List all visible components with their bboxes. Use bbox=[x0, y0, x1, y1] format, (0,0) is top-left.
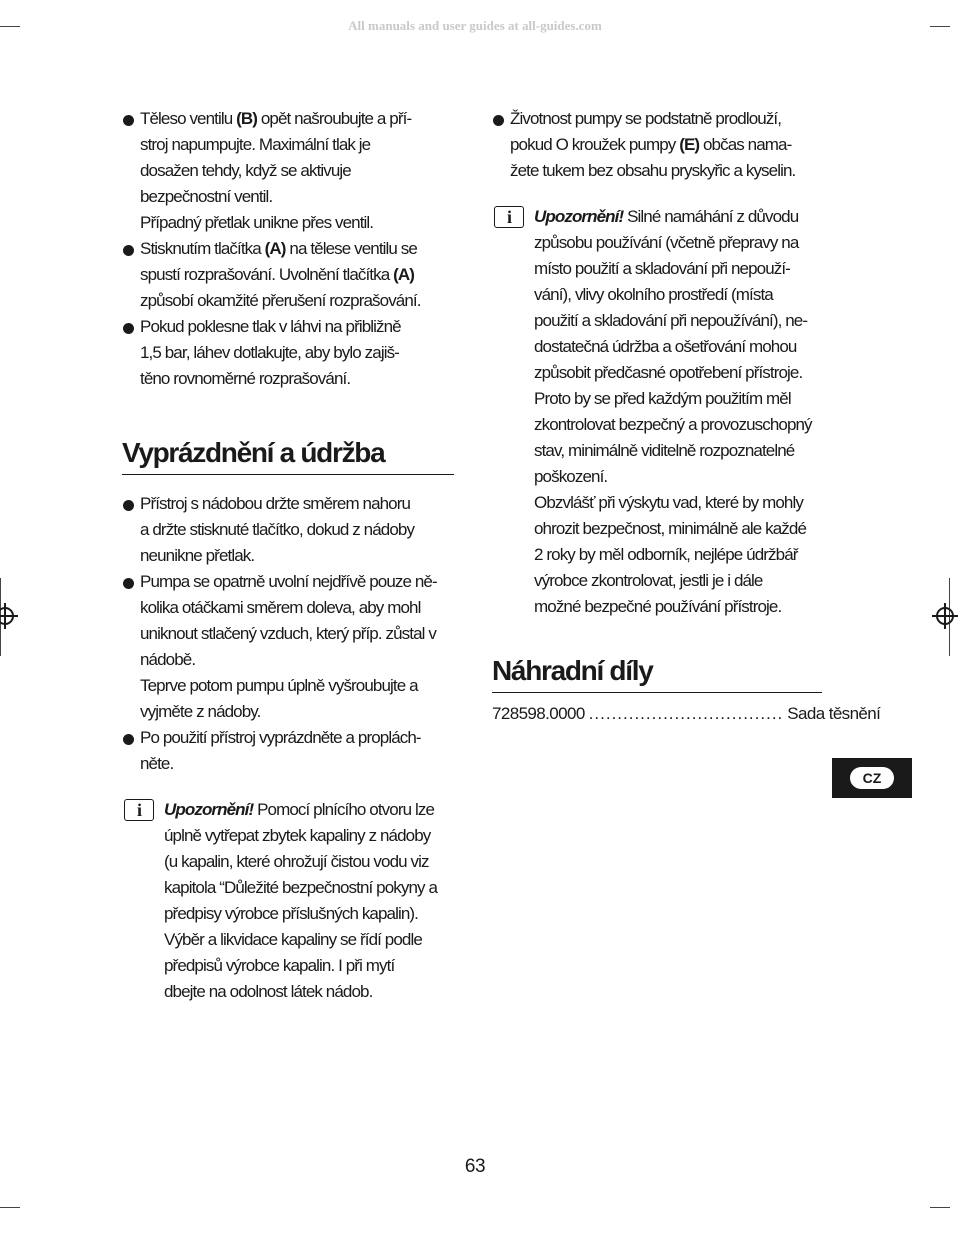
bullet-list-top bbox=[122, 106, 454, 392]
part-label: (E) bbox=[679, 135, 700, 154]
leader-dots: .................................. bbox=[588, 704, 784, 723]
part-label: (B) bbox=[236, 109, 258, 128]
list-item bbox=[122, 725, 454, 777]
bullet-dot-icon bbox=[123, 115, 134, 126]
bullet-dot-icon bbox=[123, 734, 134, 745]
note-lead: Upozornění! bbox=[164, 800, 254, 819]
list-item bbox=[122, 106, 454, 236]
list-item-text: Těleso ventilu bbox=[140, 109, 237, 128]
crop-mark bbox=[930, 1207, 950, 1208]
language-code: CZ bbox=[850, 767, 894, 789]
bullet-list-right bbox=[492, 106, 822, 184]
list-item-text: Přístroj s nádobou držte směrem nahoru a držte stisknuté tlačítko, dokud z nádoby neunikne přetlak. bbox=[140, 494, 415, 565]
section-heading-emptying: Vyprázdnění a údržba bbox=[122, 436, 454, 475]
list-item bbox=[122, 236, 454, 314]
list-item bbox=[122, 314, 454, 392]
bullet-dot-icon bbox=[123, 500, 134, 511]
language-tab bbox=[832, 758, 912, 798]
list-item-text: opět našroubujte a pří- stroj napumpujte. Maximální tlak je dosažen tehdy, když se aktivuje bezpečnostní ventil. Případný přetlak unikne přes ventil. bbox=[140, 109, 412, 232]
right-column bbox=[492, 106, 881, 727]
list-item-text: Životnost pumpy se podstatně prodlouží, pokud O kroužek pumpy bbox=[510, 109, 782, 154]
list-item-text: na tělese ventilu se spustí rozprašování. Uvolnění tlačítka bbox=[140, 239, 417, 284]
left-column bbox=[122, 106, 454, 1005]
note-text: Pomocí plnícího otvoru lze úplně vytřepat zbytek kapaliny z nádoby (u kapalin, které ohrožují čistou vodu viz kapitola “Důležité bezpečnostní pokyny a předpisy výrobce příslušných kapalin). Výběr a likvidace kapaliny se řídí podle předpisů výrobce kapalin. I při mytí dbejte na odolnost látek nádob. bbox=[164, 800, 438, 1001]
info-icon: i bbox=[124, 799, 154, 821]
bullet-dot-icon bbox=[123, 323, 134, 334]
warning-note bbox=[492, 204, 822, 620]
list-item-text: Stisknutím tlačítka bbox=[140, 239, 265, 258]
page-number: 63 bbox=[464, 1156, 486, 1177]
crop-mark bbox=[0, 26, 20, 27]
registration-mark-icon bbox=[936, 607, 954, 625]
list-item-text: Po použití přístroj vyprázdněte a proplách- něte. bbox=[140, 728, 421, 773]
note-text: Silné namáhání z důvodu způsobu používání (včetně přepravy na místo použití a skladování při nepouží- vání), vlivy okolního prostředí (místa použití a skladování při nepoužívání), ne- dostatečná údržba a ošetřování mohou způsobit předčasné opotřebení přístroje. Proto by se před každým použitím měl zkontrolovat bezpečný a provozuschopný stav, minimálně viditelně rozpoznatelné poškození. Obzvlášť při výskytu vad, které by mohly ohrozit bezpečnost, minimálně ale každé 2 roky by měl odborník, nejlépe údržbář výrobce zkontrolovat, jestli je i dále možné bezpečné používání přístroje. bbox=[534, 207, 812, 616]
list-item bbox=[122, 491, 454, 569]
note-lead: Upozornění! bbox=[534, 207, 624, 226]
list-item-text: Pumpa se opatrně uvolní nejdřívě pouze ně- kolika otáčkami směrem doleva, aby mohl uniknout stlačený vzduch, který příp. zůstal v nádobě. Teprve potom pumpu úplně vyšroubujte a vyjměte z nádoby. bbox=[140, 572, 437, 721]
list-item-text: občas nama- žete tukem bez obsahu pryskyřic a kyselin. bbox=[510, 135, 796, 180]
bullet-list-bottom bbox=[122, 491, 454, 777]
section-heading-spare-parts: Náhradní díly bbox=[492, 654, 822, 693]
part-number: 728598.0000 bbox=[492, 704, 585, 723]
parts-list-row bbox=[492, 701, 881, 727]
registration-mark-icon bbox=[0, 607, 14, 625]
warning-note bbox=[122, 797, 454, 1005]
watermark: All manuals and user guides at all-guides.com bbox=[348, 18, 602, 33]
info-icon: i bbox=[494, 206, 524, 228]
part-label: (A) bbox=[393, 265, 415, 284]
list-item bbox=[122, 569, 454, 725]
list-item-text: Pokud poklesne tlak v láhvi na přibližně 1,5 bar, láhev dotlakujte, aby bylo zajiš- těno rovnoměrné rozprašování. bbox=[140, 317, 401, 388]
list-item bbox=[492, 106, 822, 184]
bullet-dot-icon bbox=[123, 245, 134, 256]
crop-mark bbox=[0, 1207, 20, 1208]
crop-mark bbox=[930, 26, 950, 27]
part-name: Sada těsnění bbox=[787, 704, 881, 723]
bullet-dot-icon bbox=[123, 578, 134, 589]
part-label: (A) bbox=[264, 239, 286, 258]
list-item-text: způsobí okamžité přerušení rozprašování. bbox=[140, 291, 421, 310]
bullet-dot-icon bbox=[493, 115, 504, 126]
